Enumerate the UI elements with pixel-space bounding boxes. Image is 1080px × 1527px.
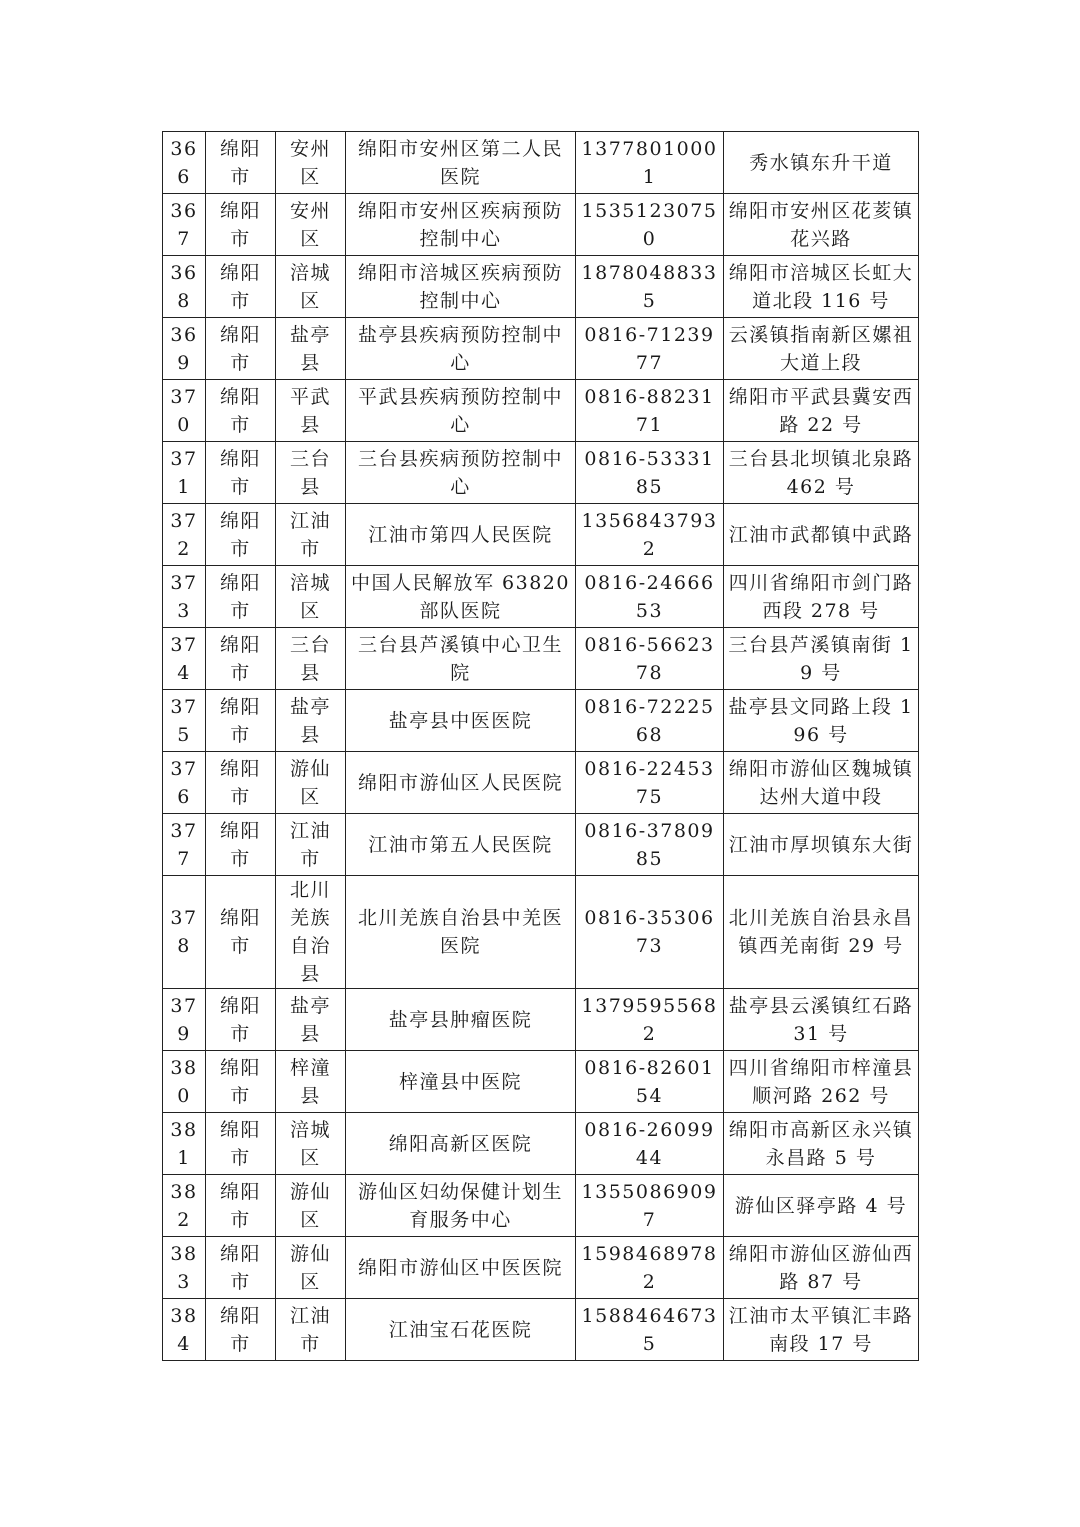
city-cell: 绵阳市 — [206, 318, 276, 380]
table-row — [163, 566, 919, 628]
organization-cell: 三台县芦溪镇中心卫生院 — [346, 628, 576, 690]
table-row — [163, 1175, 919, 1237]
phone-cell: 0816-2609944 — [576, 1113, 724, 1175]
phone-cell: 15351230750 — [576, 194, 724, 256]
address-cell: 江油市武都镇中武路 — [724, 504, 919, 566]
table-row — [163, 1113, 919, 1175]
phone-cell: 0816-3530673 — [576, 876, 724, 989]
county-cell: 涪城区 — [276, 1113, 346, 1175]
phone-cell: 18780488335 — [576, 256, 724, 318]
county-cell: 三台县 — [276, 442, 346, 504]
organization-cell: 江油市第五人民医院 — [346, 814, 576, 876]
organization-cell: 盐亭县疾病预防控制中心 — [346, 318, 576, 380]
phone-cell: 0816-2466653 — [576, 566, 724, 628]
city-cell: 绵阳市 — [206, 566, 276, 628]
county-cell: 江油市 — [276, 504, 346, 566]
organization-cell: 北川羌族自治县中羌医医院 — [346, 876, 576, 989]
address-cell: 江油市太平镇汇丰路南段 17 号 — [724, 1299, 919, 1361]
row-number: 383 — [163, 1237, 206, 1299]
phone-cell: 0816-7222568 — [576, 690, 724, 752]
table-row — [163, 318, 919, 380]
city-cell: 绵阳市 — [206, 752, 276, 814]
row-number: 366 — [163, 132, 206, 194]
county-cell: 三台县 — [276, 628, 346, 690]
city-cell: 绵阳市 — [206, 1051, 276, 1113]
address-cell: 绵阳市游仙区游仙西路 87 号 — [724, 1237, 919, 1299]
organization-cell: 绵阳市游仙区人民医院 — [346, 752, 576, 814]
city-cell: 绵阳市 — [206, 1175, 276, 1237]
city-cell: 绵阳市 — [206, 380, 276, 442]
address-cell: 绵阳市平武县冀安西路 22 号 — [724, 380, 919, 442]
address-cell: 三台县芦溪镇南街 19 号 — [724, 628, 919, 690]
phone-cell: 15984689782 — [576, 1237, 724, 1299]
table-row — [163, 1237, 919, 1299]
table-row — [163, 380, 919, 442]
address-cell: 绵阳市游仙区魏城镇达州大道中段 — [724, 752, 919, 814]
row-number: 367 — [163, 194, 206, 256]
organization-cell: 三台县疾病预防控制中心 — [346, 442, 576, 504]
organization-cell: 绵阳市安州区疾病预防控制中心 — [346, 194, 576, 256]
county-cell: 涪城区 — [276, 256, 346, 318]
city-cell: 绵阳市 — [206, 194, 276, 256]
organization-cell: 江油市第四人民医院 — [346, 504, 576, 566]
city-cell: 绵阳市 — [206, 442, 276, 504]
county-cell: 涪城区 — [276, 566, 346, 628]
county-cell: 安州区 — [276, 194, 346, 256]
row-number: 380 — [163, 1051, 206, 1113]
table-row — [163, 876, 919, 989]
row-number: 374 — [163, 628, 206, 690]
table-row — [163, 194, 919, 256]
organization-cell: 盐亭县中医医院 — [346, 690, 576, 752]
city-cell: 绵阳市 — [206, 1113, 276, 1175]
city-cell: 绵阳市 — [206, 504, 276, 566]
table-row — [163, 690, 919, 752]
address-cell: 四川省绵阳市梓潼县顺河路 262 号 — [724, 1051, 919, 1113]
address-cell: 盐亭县文同路上段 196 号 — [724, 690, 919, 752]
organization-cell: 绵阳市游仙区中医医院 — [346, 1237, 576, 1299]
phone-cell: 13778010001 — [576, 132, 724, 194]
row-number: 384 — [163, 1299, 206, 1361]
row-number: 382 — [163, 1175, 206, 1237]
row-number: 370 — [163, 380, 206, 442]
organization-cell: 盐亭县肿瘤医院 — [346, 989, 576, 1051]
organization-cell: 中国人民解放军 63820 部队医院 — [346, 566, 576, 628]
table-row — [163, 814, 919, 876]
table-row — [163, 442, 919, 504]
county-cell: 盐亭县 — [276, 989, 346, 1051]
county-cell: 江油市 — [276, 814, 346, 876]
row-number: 378 — [163, 876, 206, 989]
organization-cell: 绵阳市涪城区疾病预防控制中心 — [346, 256, 576, 318]
address-cell: 绵阳市高新区永兴镇永昌路 5 号 — [724, 1113, 919, 1175]
city-cell: 绵阳市 — [206, 1237, 276, 1299]
city-cell: 绵阳市 — [206, 814, 276, 876]
table-row — [163, 628, 919, 690]
phone-cell: 0816-2245375 — [576, 752, 724, 814]
table-row — [163, 132, 919, 194]
row-number: 368 — [163, 256, 206, 318]
organization-cell: 平武县疾病预防控制中心 — [346, 380, 576, 442]
address-cell: 绵阳市涪城区长虹大道北段 116 号 — [724, 256, 919, 318]
row-number: 371 — [163, 442, 206, 504]
row-number: 369 — [163, 318, 206, 380]
county-cell: 盐亭县 — [276, 318, 346, 380]
county-cell: 盐亭县 — [276, 690, 346, 752]
city-cell: 绵阳市 — [206, 628, 276, 690]
city-cell: 绵阳市 — [206, 132, 276, 194]
county-cell: 游仙区 — [276, 1237, 346, 1299]
row-number: 376 — [163, 752, 206, 814]
address-cell: 四川省绵阳市剑门路西段 278 号 — [724, 566, 919, 628]
table-row — [163, 1051, 919, 1113]
county-cell: 北川羌族自治县 — [276, 876, 346, 989]
phone-cell: 13550869097 — [576, 1175, 724, 1237]
address-cell: 江油市厚坝镇东大街 — [724, 814, 919, 876]
table-row — [163, 256, 919, 318]
phone-cell: 15884646735 — [576, 1299, 724, 1361]
row-number: 373 — [163, 566, 206, 628]
address-cell: 秀水镇东升干道 — [724, 132, 919, 194]
address-cell: 绵阳市安州区花荄镇花兴路 — [724, 194, 919, 256]
county-cell: 游仙区 — [276, 752, 346, 814]
row-number: 377 — [163, 814, 206, 876]
address-cell: 盐亭县云溪镇红石路 31 号 — [724, 989, 919, 1051]
county-cell: 游仙区 — [276, 1175, 346, 1237]
phone-cell: 0816-3780985 — [576, 814, 724, 876]
city-cell: 绵阳市 — [206, 1299, 276, 1361]
phone-cell: 13568437932 — [576, 504, 724, 566]
phone-cell: 0816-8260154 — [576, 1051, 724, 1113]
county-cell: 平武县 — [276, 380, 346, 442]
row-number: 379 — [163, 989, 206, 1051]
organization-cell: 游仙区妇幼保健计划生育服务中心 — [346, 1175, 576, 1237]
row-number: 381 — [163, 1113, 206, 1175]
county-cell: 梓潼县 — [276, 1051, 346, 1113]
row-number: 372 — [163, 504, 206, 566]
phone-cell: 0816-5333185 — [576, 442, 724, 504]
county-cell: 江油市 — [276, 1299, 346, 1361]
institution-table — [162, 131, 919, 1361]
county-cell: 安州区 — [276, 132, 346, 194]
city-cell: 绵阳市 — [206, 989, 276, 1051]
table-row — [163, 504, 919, 566]
table-row — [163, 752, 919, 814]
city-cell: 绵阳市 — [206, 876, 276, 989]
row-number: 375 — [163, 690, 206, 752]
city-cell: 绵阳市 — [206, 256, 276, 318]
address-cell: 三台县北坝镇北泉路 462 号 — [724, 442, 919, 504]
phone-cell: 0816-5662378 — [576, 628, 724, 690]
address-cell: 北川羌族自治县永昌镇西羌南街 29 号 — [724, 876, 919, 989]
institution-table-body — [163, 132, 919, 1361]
address-cell: 云溪镇指南新区嫘祖大道上段 — [724, 318, 919, 380]
organization-cell: 江油宝石花医院 — [346, 1299, 576, 1361]
phone-cell: 13795955682 — [576, 989, 724, 1051]
city-cell: 绵阳市 — [206, 690, 276, 752]
phone-cell: 0816-8823171 — [576, 380, 724, 442]
address-cell: 游仙区驿亭路 4 号 — [724, 1175, 919, 1237]
table-row — [163, 1299, 919, 1361]
organization-cell: 绵阳市安州区第二人民医院 — [346, 132, 576, 194]
organization-cell: 绵阳高新区医院 — [346, 1113, 576, 1175]
phone-cell: 0816-7123977 — [576, 318, 724, 380]
organization-cell: 梓潼县中医院 — [346, 1051, 576, 1113]
table-row — [163, 989, 919, 1051]
